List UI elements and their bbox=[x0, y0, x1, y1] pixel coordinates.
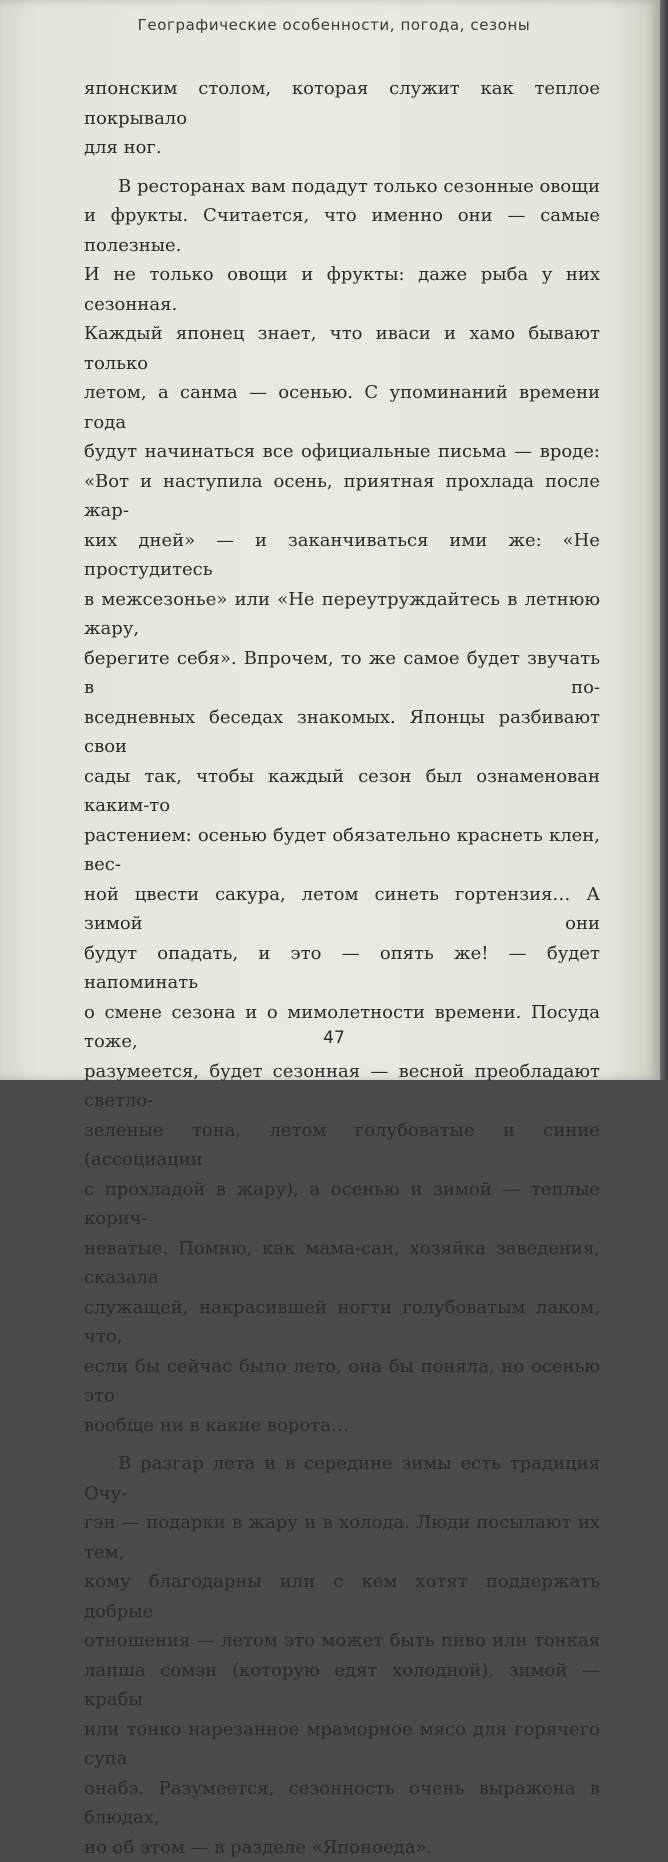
text-line: отношения — летом это может быть пиво или тонкая bbox=[84, 1626, 600, 1656]
text-line: будут опадать, и это — опять же! — будет напоминать bbox=[84, 939, 600, 998]
text-line: для ног. bbox=[84, 133, 600, 163]
text-line: И не только овощи и фрукты: даже рыба у них сезонная. bbox=[84, 260, 600, 319]
text-line: растением: осенью будет обязательно краснеть клен, вес- bbox=[84, 821, 600, 880]
text-line: летом, а санма — осенью. С упоминаний времени года bbox=[84, 378, 600, 437]
text-line: но об этом — в разделе «Японоеда». bbox=[84, 1833, 600, 1862]
text-line: кому благодарны или с кем хотят поддержать добрые bbox=[84, 1567, 600, 1626]
text-line: В ресторанах вам подадут только сезонные овощи bbox=[84, 172, 600, 202]
text-line: онабэ. Разумеется, сезонность очень выражена в блюдах, bbox=[84, 1774, 600, 1833]
paragraph-gap bbox=[84, 1440, 600, 1449]
text-line: и фрукты. Считается, что именно они — самые полезные. bbox=[84, 201, 600, 260]
text-line: или тонко нарезанное мраморное мясо для горячего супа bbox=[84, 1715, 600, 1774]
text-line: вседневных беседах знакомых. Японцы разбивают свои bbox=[84, 703, 600, 762]
text-line: если бы сейчас было лето, она бы поняла, но осенью это bbox=[84, 1352, 600, 1411]
text-line: разумеется, будет сезонная — весной преобладают светло- bbox=[84, 1057, 600, 1116]
text-line: Каждый японец знает, что иваси и хамо бывают только bbox=[84, 319, 600, 378]
text-line: лапша сомэн (которую едят холодной), зимой — крабы bbox=[84, 1656, 600, 1715]
text-line: зеленые тона, летом голубоватые и синие (ассоциации bbox=[84, 1116, 600, 1175]
page-number: 47 bbox=[0, 1028, 668, 1048]
text-line: «Вот и наступила осень, приятная прохлада после жар- bbox=[84, 467, 600, 526]
body-text bbox=[84, 74, 600, 1862]
text-line: ной цвести сакура, летом синеть гортензия… А зимой они bbox=[84, 880, 600, 939]
text-line: сады так, чтобы каждый сезон был ознаменован каким-то bbox=[84, 762, 600, 821]
text-line: неватые. Помню, как мама-сан, хозяйка заведения, сказала bbox=[84, 1234, 600, 1293]
text-line: японским столом, которая служит как теплое покрывало bbox=[84, 74, 600, 133]
page-edge bbox=[660, 0, 668, 1080]
text-line: с прохладой в жару), а осенью и зимой — теплые корич- bbox=[84, 1175, 600, 1234]
text-line: ких дней» — и заканчиваться ими же: «Не простудитесь bbox=[84, 526, 600, 585]
text-line: гэн — подарки в жару и в холода. Люди посылают их тем, bbox=[84, 1508, 600, 1567]
text-line: вообще ни в какие ворота… bbox=[84, 1411, 600, 1441]
text-line: о смене сезона и о мимолетности времени. Посуда тоже, bbox=[84, 998, 600, 1057]
paragraph-gap bbox=[84, 163, 600, 172]
text-line: В разгар лета и в середине зимы есть традиция Очу- bbox=[84, 1449, 600, 1508]
text-line: служащей, накрасившей ногти голубоватым лаком, что, bbox=[84, 1293, 600, 1352]
running-header: Географические особенности, погода, сезоны bbox=[0, 16, 668, 34]
text-line: будут начинаться все официальные письма — вроде: bbox=[84, 437, 600, 467]
text-line: берегите себя». Впрочем, то же самое будет звучать в по- bbox=[84, 644, 600, 703]
text-line: в межсезонье» или «Не переутруждайтесь в летнюю жару, bbox=[84, 585, 600, 644]
